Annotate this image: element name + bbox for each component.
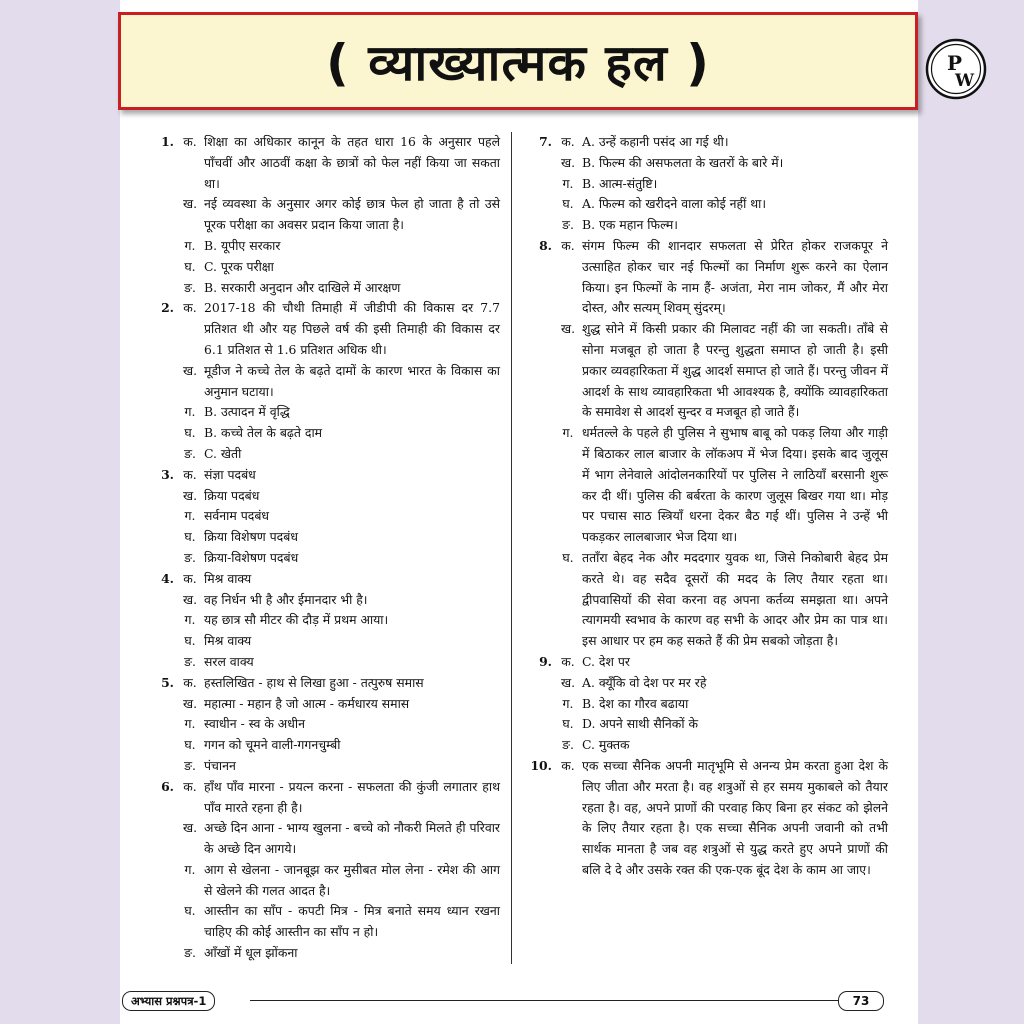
question-number: 4. [161,570,174,586]
question-number [150,236,174,257]
answer-label: ङ. [184,945,196,961]
answer-row [150,694,500,715]
answer-row [150,236,500,257]
answer-row [150,527,500,548]
question-number: 3. [161,466,174,482]
answer-row [150,423,500,444]
answer-row [528,548,888,652]
question-number: 5. [161,674,174,690]
question-block [528,756,888,881]
answer-label: क. [561,134,575,149]
answer-label: ग. [184,404,196,420]
answer-label: ख. [560,321,576,337]
question-block [150,298,500,464]
answer-label: ग. [184,716,196,732]
answer-row [528,215,888,236]
answer-text: C. देश पर [582,653,630,669]
answer-text: B. देश का गौरव बढाया [582,695,689,711]
answer-label: घ. [184,903,196,919]
answer-row [150,673,500,694]
answer-text: महात्मा - महान है जो आत्म - कर्मधारय समास [204,695,410,711]
answer-row [528,423,888,548]
question-block [528,652,888,756]
answers-left-column [150,132,500,964]
question-number: 10. [530,757,552,773]
question-number [150,402,174,423]
answer-text: A. उन्हें कहानी पसंद आ गई थी। [582,134,729,149]
answer-label: घ. [562,196,574,212]
question-block [150,132,500,298]
answer-row [150,777,500,819]
answer-row [150,714,500,735]
answer-text: अच्छे दिन आना - भाग्य खुलना - बच्चे को नौकरी मिलते ही परिवार के अच्छे दिन आगये। [204,820,500,857]
answer-label: ख. [182,196,198,212]
answer-row [150,444,500,465]
question-block [150,465,500,569]
question-number [150,548,174,569]
answer-text: गगन को चूमने वाली-गगनचुम्बी [204,737,341,753]
question-number [150,361,174,403]
question-number [150,631,174,652]
answer-row [150,194,500,236]
answer-text: यह छात्र सौ मीटर की दौड़ में प्रथम आया। [204,612,389,628]
answer-row [528,673,888,694]
question-number [528,735,552,756]
question-number [150,735,174,756]
answer-label: ङ. [184,757,196,773]
question-number [150,590,174,611]
question-block [150,673,500,777]
answer-label: घ. [184,425,196,441]
question-number [150,444,174,465]
answer-row [528,714,888,735]
answer-label: ङ. [184,279,196,295]
answer-row [528,194,888,215]
answer-row [528,174,888,195]
page-number: 73 [838,991,884,1011]
answer-label: क. [183,674,197,690]
answer-label: ग. [184,612,196,628]
question-number [150,423,174,444]
answer-text: B. यूपीए सरकार [204,237,281,253]
answer-text: धर्मतल्ले के पहले ही पुलिस ने सुभाष बाबू को पकड़ लिया और गाड़ी में बिठाकर लाल बाजार के लॉकअप में भेज दिया। इसके बाद जुलूस में भाग लेनेवाले आंदोलनकारियों पर पुलिस ने लाठियाँ बरसानी शुरू कर दी थीं। पुलिस की बर्बरता के कारण जुलूस बिखर गया था। मोड़ पर पचास साठ स्त्रियाँ धरना देकर बैठ गई थीं। पुलिस ने उन्हें भी पकड़कर लालबाजार भेज दिया था। [582,425,888,545]
answer-text: नई व्यवस्था के अनुसार अगर कोई छात्र फेल हो जाता है तो उसे पूरक परीक्षा का अवसर प्रदान किया जाता है। [204,196,500,233]
answer-row [528,652,888,673]
answer-label: ग. [184,508,196,524]
answer-row [150,652,500,673]
answer-row [150,548,500,569]
answer-text: तताँरा बेहद नेक और मददगार युवक था, जिसे निकोबारी बेहद प्रेम करते थे। वह सदैव दूसरों की मदद के लिए तैयार रहता था। द्वीपवासियों की सेवा करना वह अपना कर्तव्य समझता था। अपने त्यागमयी स्वभाव के कारण वह सभी के आदर और प्रेम का पात्र था। इस आधार पर हम कह सकते हैं की प्रेम सबको जोड़ता है। [582,549,888,649]
answer-label: घ. [184,258,196,274]
question-number [150,610,174,631]
question-block [528,236,888,652]
question-number [528,694,552,715]
question-number [150,527,174,548]
answer-label: ङ. [562,217,574,233]
answer-text: हाँथ पाँव मारना - प्रयत्न करना - सफलता की कुंजी लगातार हाथ पाँव मारते रहना ही है। [204,778,500,815]
answer-text: B. कच्चे तेल के बढ़ते दाम [204,425,323,441]
answer-text: A. क्यूँकि वो देश पर मर रहे [582,674,707,690]
question-number [150,194,174,236]
answer-text: शुद्ध सोने में किसी प्रकार की मिलावट नहीं की जा सकती। ताँबे से सोना मजबूत हो जाता है परन्तु शुद्धता समाप्त हो जाती है। इसी प्रकार व्यवहारिकता में शुद्ध आदर्श समाप्त हो जाते हैं। परन्तु जीवन में आदर्श के साथ व्यावहारिकता भी आवश्यक है, क्योंकि व्यावहारिकता के समावेश से आदर्श सुन्दर व मजबूत हो जाते हैं। [582,321,888,420]
question-number [528,548,552,652]
question-number [528,194,552,215]
answer-row [150,756,500,777]
answer-label: ग. [562,425,574,441]
question-number [150,714,174,735]
answer-text: C. पूरक परीक्षा [204,258,274,274]
title-banner [118,12,918,110]
question-number [150,486,174,507]
question-block [150,777,500,964]
footer-section-label: अभ्यास प्रश्नपत्र-1 [122,991,215,1011]
answer-label: क. [561,653,575,669]
answer-row [150,943,500,964]
question-number [150,901,174,943]
answer-text: क्रिया पदबंध [204,487,260,503]
logo-letter-p: P [947,51,963,75]
question-number [528,174,552,195]
answer-label: ग. [184,237,196,253]
question-number: 6. [161,778,174,794]
answer-text: शिक्षा का अधिकार कानून के तहत धारा 16 के अनुसार पहले पाँचवीं और आठवीं कक्षा के छात्रों को फेल नहीं किया जा सकता था। [204,134,500,191]
question-number [528,714,552,735]
answer-label: ग. [562,695,574,711]
answer-row [150,132,500,194]
answer-text: B. फिल्म की असफलता के खतरों के बारे में। [582,154,784,170]
answer-row [528,694,888,715]
answer-label: ग. [562,175,574,191]
question-number [150,257,174,278]
answer-row [528,132,888,153]
answer-row [150,590,500,611]
answer-label: घ. [184,633,196,649]
answer-text: क्रिया विशेषण पदबंध [204,529,298,545]
answer-row [150,901,500,943]
answer-text: B. सरकारी अनुदान और दाखिले में आरक्षण [204,279,401,295]
answer-text: B. उत्पादन में वृद्धि [204,404,290,420]
question-number: 1. [161,134,174,149]
question-number [150,694,174,715]
answer-label: घ. [184,529,196,545]
answer-label: ख. [182,820,198,836]
answer-row [150,631,500,652]
page-title: ( व्याख्यात्मक हल ) [326,34,710,92]
question-number [150,278,174,299]
question-number [528,153,552,174]
answer-row [150,735,500,756]
question-number [150,506,174,527]
question-number [528,319,552,423]
question-block [528,132,888,236]
answer-row [150,402,500,423]
answer-label: क. [183,134,197,149]
answer-label: क. [183,570,197,586]
answer-row [150,506,500,527]
question-number: 8. [539,237,552,253]
answer-text: वह निर्धन भी है और ईमानदार भी है। [204,591,368,607]
question-number [528,215,552,236]
answer-row [528,236,888,319]
answer-label: ख. [182,591,198,607]
answer-text: D. अपने साथी सैनिकों के [582,716,698,732]
answer-row [150,569,500,590]
column-divider [511,132,512,964]
answer-label: क. [561,757,575,773]
answer-label: ङ. [184,549,196,565]
answer-text: B. आत्म-संतुष्टि। [582,175,658,191]
answer-text: संगम फिल्म की शानदार सफलता से प्रेरित होकर राजकपूर ने उत्साहित होकर चार नई फिल्मों का निर्माण शुरू करने का ऐलान किया। इन फिल्मों के नाम हैं- अजंता, मेरा नाम जोकर, मैं और मेरा दोस्त, और सत्यम् शिवम् सुंदरम्। [582,237,888,316]
answer-label: क. [561,237,575,253]
answer-row [150,860,500,902]
answer-text: आस्तीन का साँप - कपटी मित्र - मित्र बनाते समय ध्यान रखना चाहिए की कोई आस्तीन का साँप न हो। [204,903,500,940]
answer-label: ख. [560,154,576,170]
answer-text: एक सच्चा सैनिक अपनी मातृभूमि से अनन्य प्रेम करता हुआ देश के लिए जीता और मरता है। वह शत्रुओं से हर समय मुकाबले को तैयार रहता है। वह, अपने प्राणों की परवाह किए बिना हर संकट को झेलने के लिए तैयार रहता है। एक सच्चा सैनिक अपनी जवानी को तभी सार्थक मानता है जब वह शत्रुओं से युद्ध करते हुए अपने प्राणों की बलि दे दे और उसके रक्त की एक-एक बूंद देश के काम आ जाए। [582,757,888,877]
answer-row [150,361,500,403]
answer-row [150,257,500,278]
answer-label: ङ. [184,653,196,669]
answer-text: आँखों में धूल झोंकना [204,945,298,961]
question-number [528,673,552,694]
answer-text: पंचानन [204,757,236,773]
answers-right-column [528,132,888,881]
answer-row [528,153,888,174]
answer-text: 2017-18 की चौथी तिमाही में जीडीपी की विकास दर 7.7 प्रतिशत थी और यह पिछले वर्ष की इसी तिमाही की विकास दर 6.1 प्रतिशत से 1.6 प्रतिशत अधिक थी। [204,300,500,357]
question-number: 2. [161,300,174,316]
answer-text: संज्ञा पदबंध [204,466,256,482]
answer-text: क्रिया-विशेषण पदबंध [204,549,299,565]
answer-text: हस्तलिखित - हाथ से लिखा हुआ - तत्पुरुष समास [204,674,424,690]
question-number [150,818,174,860]
answer-text: मिश्र वाक्य [204,570,252,586]
answer-text: C. मुक्तक [582,737,630,753]
answer-row [150,610,500,631]
answer-text: स्वाधीन - स्व के अधीन [204,716,305,732]
pw-logo-icon [925,38,987,100]
answer-row [528,735,888,756]
answer-text: C. खेती [204,445,242,461]
question-number [150,756,174,777]
footer-rule [250,1000,864,1001]
answer-text: आग से खेलना - जानबूझ कर मुसीबत मोल लेना - रमेश की आग से खेलने की गलत आदत है। [204,861,500,898]
answer-row [528,319,888,423]
answer-label: घ. [562,716,574,732]
question-number [528,423,552,548]
answer-row [150,465,500,486]
answer-text: मूडीज ने कच्चे तेल के बढ़ते दामों के कारण भारत के विकास का अनुमान घटाया। [204,362,500,399]
answer-label: ख. [182,487,198,503]
answer-label: घ. [562,549,574,565]
answer-row [528,756,888,881]
answer-text: सरल वाक्य [204,653,254,669]
question-number: 9. [539,653,552,669]
answer-label: क. [183,466,197,482]
answer-label: ङ. [562,737,574,753]
answer-text: सर्वनाम पदबंध [204,508,270,524]
answer-row [150,818,500,860]
question-number [150,652,174,673]
answer-row [150,298,500,360]
answer-label: क. [183,778,197,794]
logo-letter-w: W [955,71,975,91]
answer-label: क. [183,300,197,316]
answer-row [150,486,500,507]
question-number: 7. [539,134,552,149]
answer-label: ङ. [184,445,196,461]
answer-row [150,278,500,299]
answer-label: ख. [560,674,576,690]
question-block [150,569,500,673]
question-number [150,860,174,902]
question-number [150,943,174,964]
answer-text: A. फिल्म को खरीदने वाला कोई नहीं था। [582,196,767,212]
answer-label: ग. [184,861,196,877]
answer-text: मिश्र वाक्य [204,633,252,649]
answer-label: घ. [184,737,196,753]
answer-label: ख. [182,695,198,711]
answer-label: ख. [182,362,198,378]
answer-text: B. एक महान फिल्म। [582,217,678,233]
